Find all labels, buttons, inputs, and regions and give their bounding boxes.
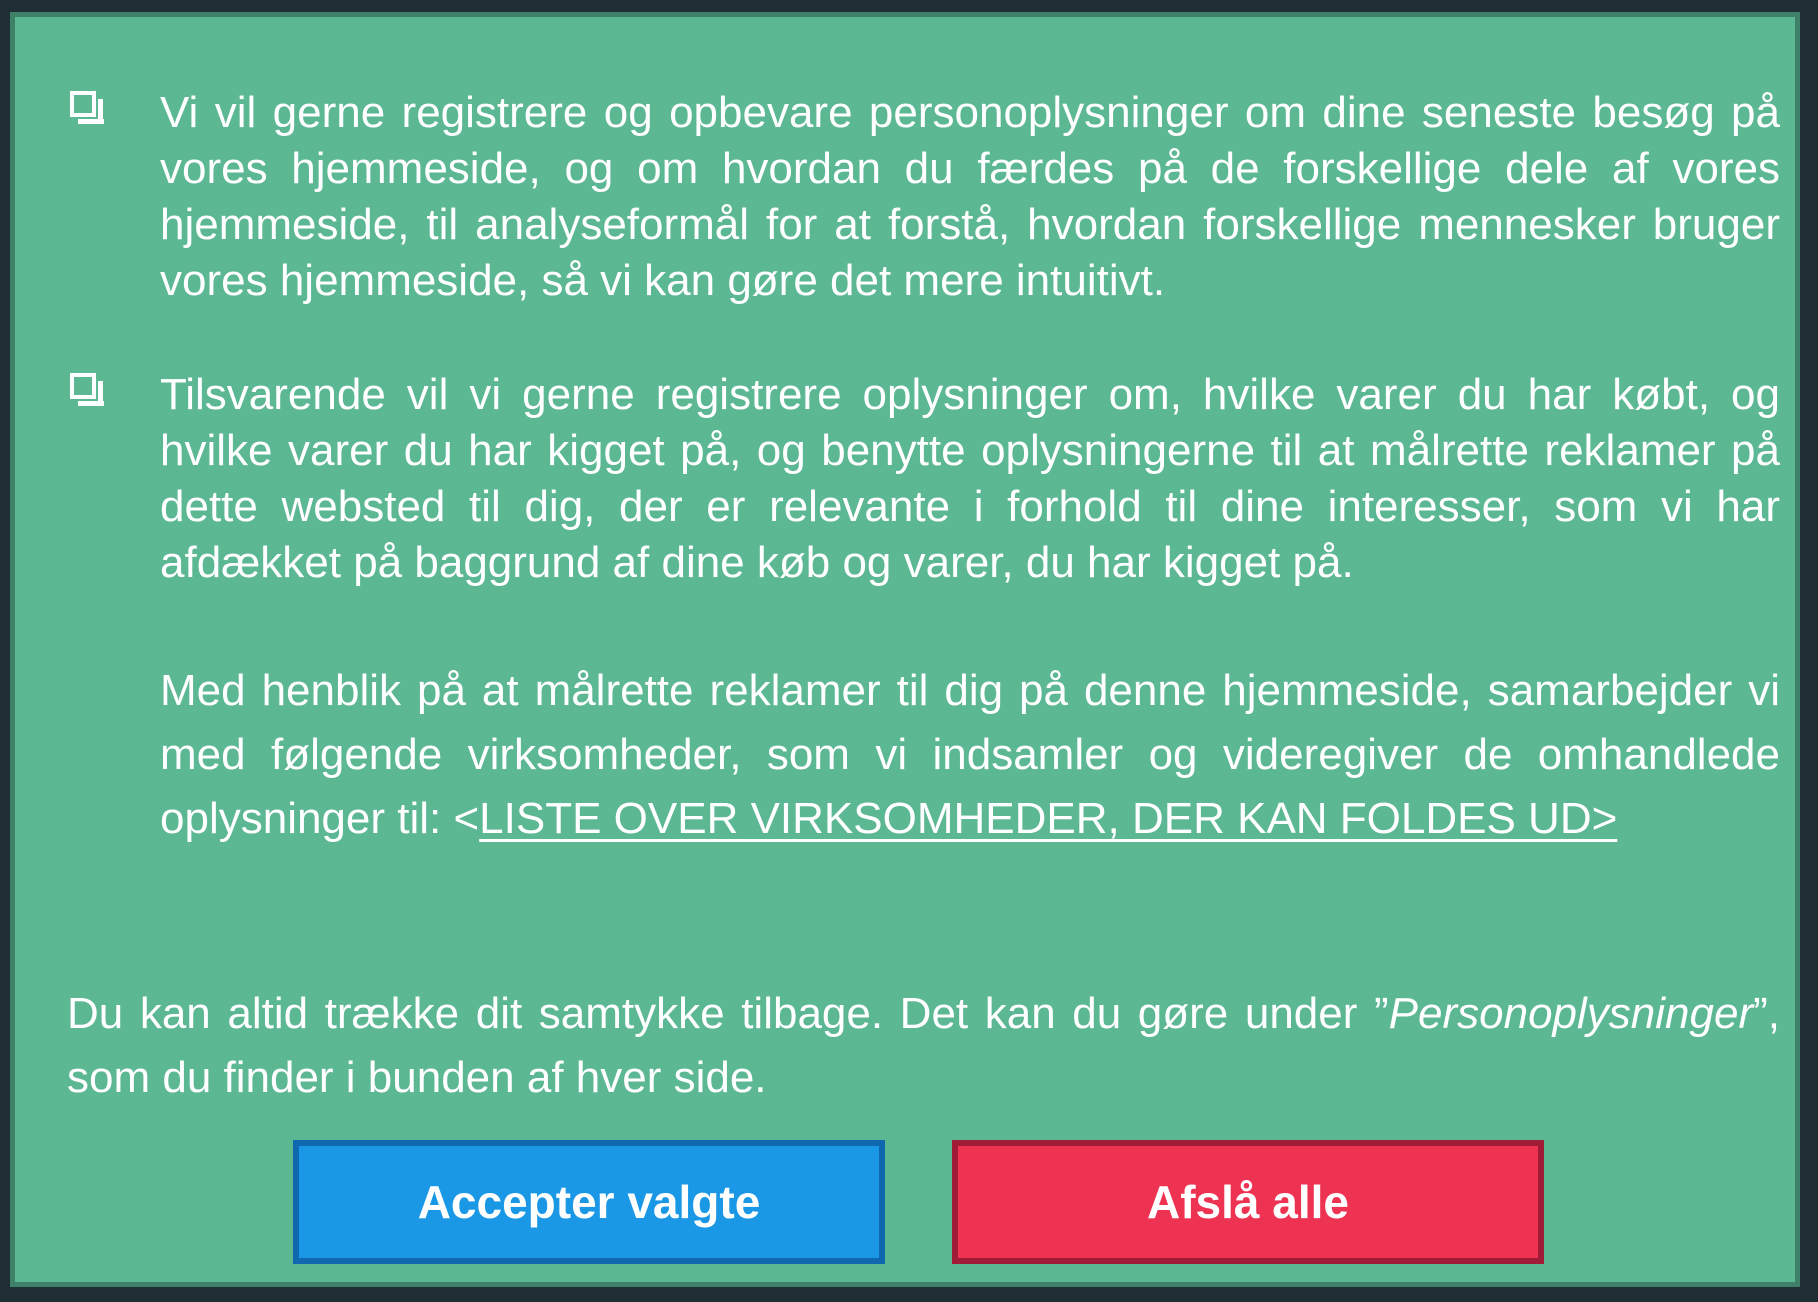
- consent-option-analytics: [70, 85, 1780, 309]
- consent-dialog: [10, 12, 1800, 1287]
- partners-paragraph: [160, 659, 1780, 851]
- partners-text: Med henblik på at målrette reklamer til dig på denne hjemmeside, samarbejder vi med følgende virksomheder, som vi indsamler og videregiver de omhandlede oplysninger til: <: [160, 666, 1780, 843]
- withdraw-consent-text: [67, 982, 1780, 1110]
- advertising-option-text: Tilsvarende vil vi gerne registrere oplysninger om, hvilke varer du har købt, og hvilke varer du har kigget på, og benytte oplysningerne til at målrette reklamer på dette websted til dig, der er relevante i forhold til dine interesser, som vi har afdækket på baggrund af dine køb og varer, du har kigget på.: [160, 370, 1780, 587]
- withdraw-text-before: Du kan altid trække dit samtykke tilbage. Det kan du gøre under ”: [67, 989, 1389, 1038]
- partners-list-link[interactable]: LISTE OVER VIRKSOMHEDER, DER KAN FOLDES UD>: [479, 794, 1618, 843]
- consent-option-advertising: [70, 367, 1780, 591]
- analytics-option-text: Vi vil gerne registrere og opbevare personoplysninger om dine seneste besøg på vores hjemmeside, og om hvordan du færdes på de forskellige dele af vores hjemmeside, til analyseformål for at forstå, hvordan forskellige mennesker bruger vores hjemmeside, så vi kan gøre det mere intuitivt.: [160, 88, 1780, 305]
- analytics-checkbox[interactable]: [70, 91, 96, 117]
- withdraw-text-after: ”, som du finder i bunden af hver side.: [67, 989, 1780, 1102]
- advertising-checkbox[interactable]: [70, 373, 96, 399]
- personal-data-page-name: Personoplysninger: [1388, 989, 1754, 1038]
- decline-all-button[interactable]: Afslå alle: [952, 1140, 1544, 1264]
- accept-selected-button[interactable]: Accepter valgte: [293, 1140, 885, 1264]
